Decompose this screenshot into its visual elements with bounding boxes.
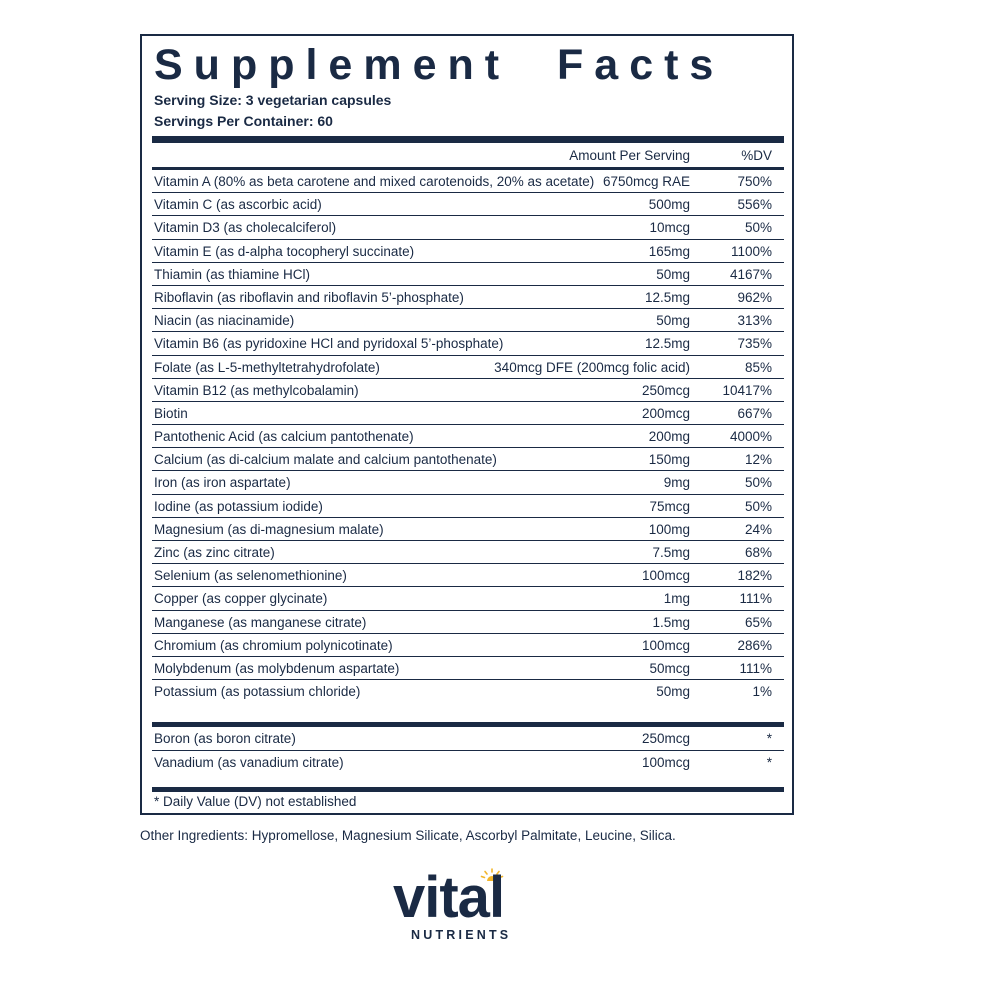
servings-per-container: Servings Per Container: 60 <box>154 113 333 129</box>
nutrient-dv: * <box>766 755 772 770</box>
nutrient-dv: 1100% <box>730 243 772 259</box>
nutrient-dv: 12% <box>744 452 772 468</box>
nutrient-name: Pantothenic Acid (as calcium pantothenate) <box>154 429 414 445</box>
nutrient-name: Molybdenum (as molybdenum aspartate) <box>154 660 400 676</box>
nutrient-name: Vitamin D3 (as cholecalciferol) <box>154 220 337 236</box>
table-row <box>152 611 784 634</box>
header-amount: Amount Per Serving <box>569 148 690 163</box>
nutrient-name: Thiamin (as thiamine HCl) <box>154 266 311 282</box>
panel-title: Supplement Facts <box>154 41 725 89</box>
nutrient-name: Iron (as iron aspartate) <box>154 475 291 491</box>
table-row <box>152 356 784 379</box>
logo-wordmark: vital <box>393 865 505 930</box>
table-row <box>152 332 784 355</box>
table-row <box>152 216 784 239</box>
table-row <box>152 170 784 193</box>
table-row <box>152 541 784 564</box>
nutrient-dv: 4167% <box>729 266 772 282</box>
nutrient-dv: * <box>766 731 772 746</box>
table-row <box>152 751 784 775</box>
supplement-facts-panel <box>140 34 794 815</box>
nutrient-table <box>152 170 784 703</box>
nutrient-amount: 12.5mg <box>644 289 690 305</box>
table-row <box>152 495 784 518</box>
dv-footnote: * Daily Value (DV) not established <box>154 794 357 809</box>
nutrient-name: Vitamin B6 (as pyridoxine HCl and pyridoxal 5’-phosphate) <box>154 336 504 352</box>
nutrient-dv: 735% <box>737 336 772 352</box>
nutrient-name: Iodine (as potassium iodide) <box>154 498 323 514</box>
table-row <box>152 448 784 471</box>
table-row <box>152 471 784 494</box>
nutrient-dv: 10417% <box>722 382 772 398</box>
nutrient-amount: 250mcg <box>641 382 690 398</box>
nutrient-table-no-dv <box>152 727 784 775</box>
nutrient-dv: 286% <box>737 637 772 653</box>
table-row <box>152 657 784 680</box>
nutrient-amount: 100mcg <box>641 637 690 653</box>
table-row <box>152 286 784 309</box>
nutrient-amount: 150mg <box>648 452 690 468</box>
nutrient-name: Boron (as boron citrate) <box>154 731 296 746</box>
nutrient-amount: 9mg <box>663 475 690 491</box>
nutrient-amount: 6750mcg RAE <box>602 174 690 189</box>
nutrient-name: Manganese (as manganese citrate) <box>154 614 367 630</box>
nutrient-name: Selenium (as selenomethionine) <box>154 568 347 584</box>
nutrient-amount: 1.5mg <box>652 614 690 630</box>
table-row <box>152 240 784 263</box>
table-row <box>152 587 784 610</box>
nutrient-dv: 1% <box>752 684 772 700</box>
nutrient-name: Zinc (as zinc citrate) <box>154 545 275 560</box>
nutrient-dv: 750% <box>737 174 772 189</box>
nutrient-dv: 65% <box>744 614 772 630</box>
nutrient-name: Biotin <box>154 405 188 421</box>
nutrient-name: Chromium (as chromium polynicotinate) <box>154 637 393 653</box>
nutrient-amount: 75mcg <box>649 498 690 514</box>
nutrient-amount: 7.5mg <box>652 545 690 560</box>
nutrient-name: Vitamin E (as d-alpha tocopheryl succinate) <box>154 243 415 259</box>
nutrient-dv: 667% <box>737 405 772 421</box>
nutrient-name: Vitamin B12 (as methylcobalamin) <box>154 382 359 398</box>
divider-thick <box>152 136 784 143</box>
nutrient-name: Calcium (as di-calcium malate and calcium pantothenate) <box>154 452 497 468</box>
nutrient-amount: 200mcg <box>641 405 690 421</box>
nutrient-dv: 962% <box>737 289 772 305</box>
nutrient-dv: 111% <box>739 591 772 607</box>
nutrient-dv: 182% <box>737 568 772 584</box>
nutrient-amount: 100mcg <box>641 755 690 770</box>
nutrient-name: Copper (as copper glycinate) <box>154 591 328 607</box>
table-header <box>152 143 784 167</box>
nutrient-name: Vitamin A (80% as beta carotene and mixed carotenoids, 20% as acetate) <box>154 174 595 189</box>
nutrient-amount: 50mg <box>656 266 690 282</box>
nutrient-name: Magnesium (as di-magnesium malate) <box>154 521 384 537</box>
other-ingredients: Other Ingredients: Hypromellose, Magnesium Silicate, Ascorbyl Palmitate, Leucine, Silica. <box>140 828 676 843</box>
nutrient-dv: 24% <box>744 521 772 537</box>
brand-logo <box>393 865 553 948</box>
nutrient-dv: 85% <box>744 359 772 375</box>
nutrient-name: Vitamin C (as ascorbic acid) <box>154 197 322 213</box>
nutrient-amount: 250mcg <box>641 731 690 746</box>
nutrient-name: Riboflavin (as riboflavin and riboflavin 5’-phosphate) <box>154 289 464 305</box>
header-dv: %DV <box>741 148 772 163</box>
table-row <box>152 425 784 448</box>
nutrient-name: Potassium (as potassium chloride) <box>154 684 361 700</box>
nutrient-dv: 68% <box>744 545 772 560</box>
nutrient-dv: 4000% <box>729 429 772 445</box>
nutrient-amount: 100mg <box>648 521 690 537</box>
nutrient-dv: 50% <box>744 498 772 514</box>
nutrient-name: Niacin (as niacinamide) <box>154 313 295 329</box>
nutrient-amount: 500mg <box>648 197 690 213</box>
nutrient-dv: 313% <box>737 313 772 329</box>
nutrient-name: Vanadium (as vanadium citrate) <box>154 755 344 770</box>
table-row <box>152 379 784 402</box>
nutrient-amount: 1mg <box>663 591 690 607</box>
nutrient-dv: 111% <box>739 660 772 676</box>
table-row <box>152 193 784 216</box>
table-row <box>152 680 784 703</box>
nutrient-amount: 200mg <box>648 429 690 445</box>
nutrient-amount: 100mcg <box>641 568 690 584</box>
nutrient-dv: 50% <box>744 475 772 491</box>
nutrient-amount: 50mg <box>656 313 690 329</box>
nutrient-amount: 340mcg DFE (200mcg folic acid) <box>494 359 690 375</box>
nutrient-amount: 50mcg <box>649 660 690 676</box>
nutrient-dv: 50% <box>744 220 772 236</box>
nutrient-amount: 10mcg <box>649 220 690 236</box>
table-row <box>152 263 784 286</box>
nutrient-name: Folate (as L-5-methyltetrahydrofolate) <box>154 359 380 375</box>
table-row <box>152 727 784 751</box>
nutrient-dv: 556% <box>737 197 772 213</box>
nutrient-amount: 12.5mg <box>644 336 690 352</box>
table-row <box>152 309 784 332</box>
nutrient-amount: 50mg <box>656 684 690 700</box>
nutrient-amount: 165mg <box>648 243 690 259</box>
logo-subtitle: NUTRIENTS <box>411 928 512 942</box>
table-row <box>152 402 784 425</box>
serving-size: Serving Size: 3 vegetarian capsules <box>154 92 392 108</box>
table-row <box>152 564 784 587</box>
table-row <box>152 634 784 657</box>
table-row <box>152 518 784 541</box>
